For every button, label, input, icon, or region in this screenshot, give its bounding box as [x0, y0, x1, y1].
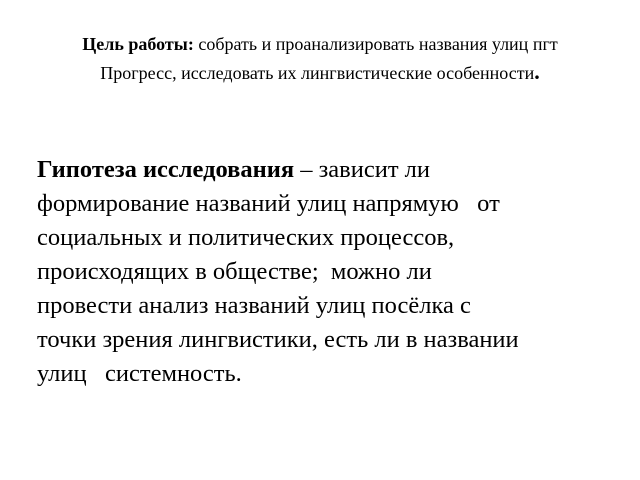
- goal-end-mark: .: [534, 59, 540, 84]
- goal-line-1: [40, 31, 600, 58]
- hypothesis-text-line-1: – зависит ли: [294, 156, 430, 183]
- hypothesis-line-5: провести анализ названий улиц посёлка с: [37, 292, 471, 319]
- hypothesis-line-1: [37, 153, 612, 187]
- hypothesis-line-4: происходящих в обществе; можно ли: [37, 258, 432, 285]
- hypothesis-line-6: точки зрения лингвистики, есть ли в названии: [37, 326, 519, 353]
- goal-text-line-2: Прогресс, исследовать их лингвистические особенности: [100, 63, 535, 83]
- goal-line-2: [40, 58, 600, 87]
- goal-block: [40, 31, 600, 87]
- hypothesis-block: [37, 153, 612, 391]
- hypothesis-line-2: формирование названий улиц напрямую от: [37, 190, 500, 217]
- hypothesis-line-3: социальных и политических процессов,: [37, 224, 455, 251]
- hypothesis-label: Гипотеза исследования: [37, 156, 295, 183]
- hypothesis-line-7: улиц системность.: [37, 360, 242, 387]
- goal-label: Цель работы:: [82, 34, 194, 54]
- goal-text-line-1: собрать и проанализировать названия улиц пгт: [193, 34, 558, 54]
